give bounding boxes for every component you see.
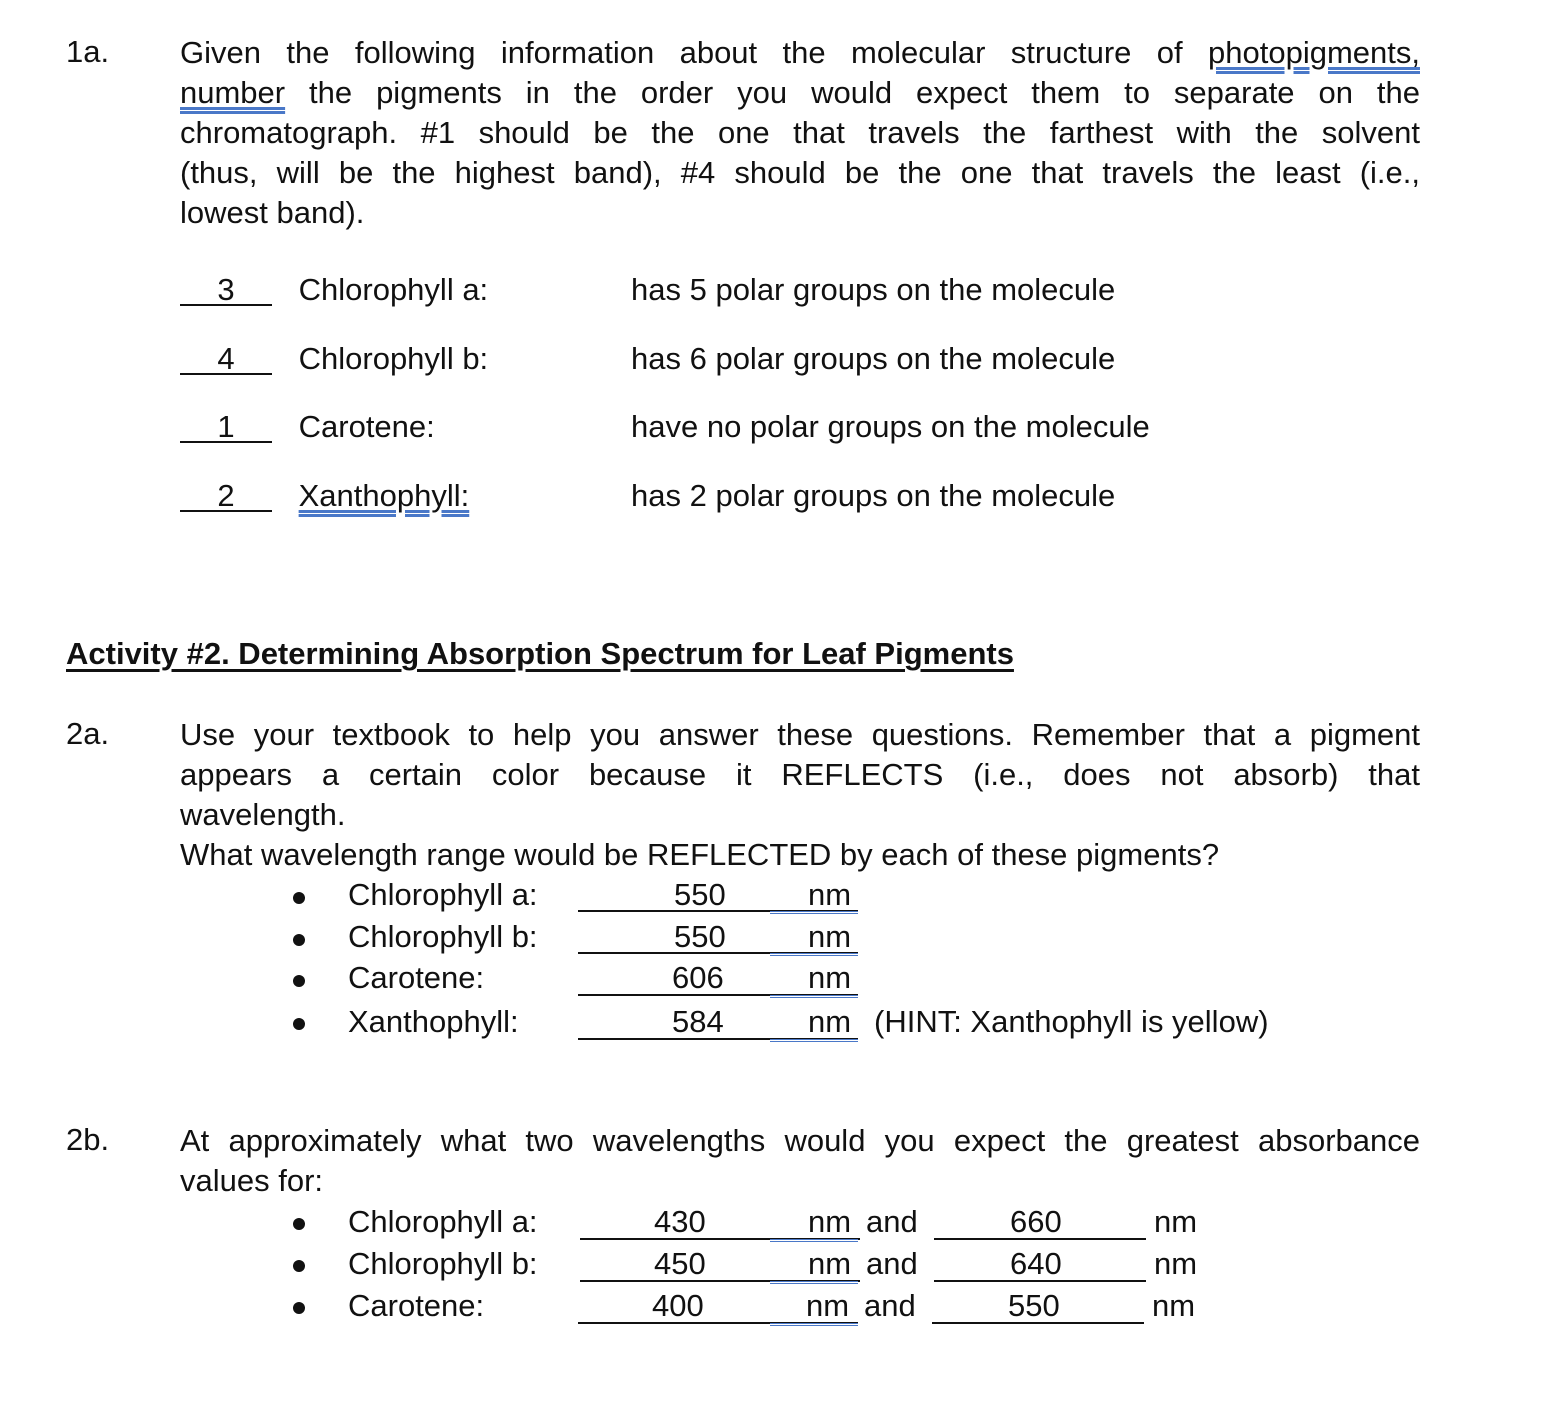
pigment-description: has 2 polar groups on the molecule <box>631 478 1116 513</box>
question-1a-text <box>180 33 1420 233</box>
pigment-name: Xanthophyll: <box>348 1004 519 1039</box>
q1a-line-5: lowest band). <box>180 195 365 230</box>
pigment-name: Chlorophyll b: <box>298 341 489 376</box>
answer-value-1: 430 <box>654 1204 706 1239</box>
pigment-name: Chlorophyll a: <box>348 1204 538 1239</box>
bullet-icon <box>293 892 305 904</box>
spellcheck-word: photopigments, <box>1208 35 1420 70</box>
bullet-icon <box>293 1218 305 1230</box>
pigment-row <box>180 478 469 514</box>
activity-heading: Activity #2. Determining Absorption Spectrum for Leaf Pigments <box>66 636 1014 671</box>
answer-value: 550 <box>674 877 726 912</box>
answer-value-2: 640 <box>1010 1246 1062 1281</box>
answer-value: 606 <box>672 960 724 995</box>
and-label: and <box>866 1246 918 1281</box>
question-number-2b: 2b. <box>66 1122 110 1157</box>
question-2a-text <box>180 715 1420 875</box>
spellcheck-underline <box>770 995 858 998</box>
unit-label: nm <box>808 919 852 954</box>
question-2b-text <box>180 1121 1420 1201</box>
and-label: and <box>866 1204 918 1239</box>
bullet-icon <box>293 934 305 946</box>
rank-answer[interactable]: 2 <box>180 482 272 512</box>
unit-label: nm <box>1154 1204 1198 1239</box>
rank-answer[interactable]: 4 <box>180 345 272 375</box>
answer-value-2: 550 <box>1008 1288 1060 1323</box>
unit-label: nm <box>1154 1246 1198 1281</box>
answer-value: 550 <box>674 919 726 954</box>
pigment-name: Chlorophyll b: <box>348 1246 538 1281</box>
q2a-line-2: appears a certain color because it REFLECTS (i.e., does not absorb) that <box>180 757 1420 792</box>
q2b-line-1: At approximately what two wavelengths would you expect the greatest absorbance <box>180 1123 1420 1158</box>
rank-answer[interactable]: 3 <box>180 276 272 306</box>
q2a-line-4: What wavelength range would be REFLECTED by each of these pigments? <box>180 837 1220 872</box>
bullet-icon <box>293 975 305 987</box>
pigment-name: Chlorophyll a: <box>298 272 489 307</box>
spellcheck-underline <box>770 1039 858 1042</box>
spellcheck-underline <box>770 1281 858 1284</box>
hint-text: (HINT: Xanthophyll is yellow) <box>874 1004 1269 1039</box>
pigment-name: Carotene: <box>298 409 435 444</box>
spellcheck-underline <box>770 953 858 956</box>
and-label: and <box>864 1288 916 1323</box>
q1a-line-3: chromatograph. #1 should be the one that travels the farthest with the solvent <box>180 115 1420 150</box>
q2a-line-3: wavelength. <box>180 797 346 832</box>
unit-label: nm <box>1152 1288 1196 1323</box>
q2b-line-2: values for: <box>180 1163 324 1198</box>
spellcheck-word: number <box>180 75 286 110</box>
answer-value: 584 <box>672 1004 724 1039</box>
question-number-1a: 1a. <box>66 34 110 69</box>
unit-label: nm <box>808 960 852 995</box>
unit-label: nm <box>806 1288 850 1323</box>
q1a-line-1: Given the following information about the molecular structure of photopigments, <box>180 35 1420 70</box>
spellcheck-underline <box>770 911 858 914</box>
q1a-line-2: number the pigments in the order you would expect them to separate on the <box>180 75 1420 110</box>
unit-label: nm <box>808 1246 852 1281</box>
answer-value-2: 660 <box>1010 1204 1062 1239</box>
spellcheck-underline <box>770 1239 858 1242</box>
unit-label: nm <box>808 877 852 912</box>
pigment-row <box>180 341 488 377</box>
rank-answer[interactable]: 1 <box>180 413 272 443</box>
question-number-2a: 2a. <box>66 716 110 751</box>
pigment-row <box>180 272 488 308</box>
unit-label: nm <box>808 1004 852 1039</box>
spellcheck-underline <box>770 1323 858 1326</box>
bullet-icon <box>293 1018 305 1030</box>
unit-label: nm <box>808 1204 852 1239</box>
bullet-icon <box>293 1260 305 1272</box>
q2a-line-1: Use your textbook to help you answer these questions. Remember that a pigment <box>180 717 1420 752</box>
pigment-name: Chlorophyll a: <box>348 877 538 912</box>
pigment-description: have no polar groups on the molecule <box>631 409 1150 444</box>
pigment-name: Carotene: <box>348 960 485 995</box>
answer-value-1: 400 <box>652 1288 704 1323</box>
pigment-name: Xanthophyll: <box>298 478 470 513</box>
q1a-line-4: (thus, will be the highest band), #4 should be the one that travels the least (i.e., <box>180 155 1420 190</box>
pigment-description: has 5 polar groups on the molecule <box>631 272 1116 307</box>
pigment-name: Carotene: <box>348 1288 485 1323</box>
bullet-icon <box>293 1302 305 1314</box>
answer-value-1: 450 <box>654 1246 706 1281</box>
pigment-row <box>180 409 435 445</box>
pigment-description: has 6 polar groups on the molecule <box>631 341 1116 376</box>
pigment-name: Chlorophyll b: <box>348 919 538 954</box>
